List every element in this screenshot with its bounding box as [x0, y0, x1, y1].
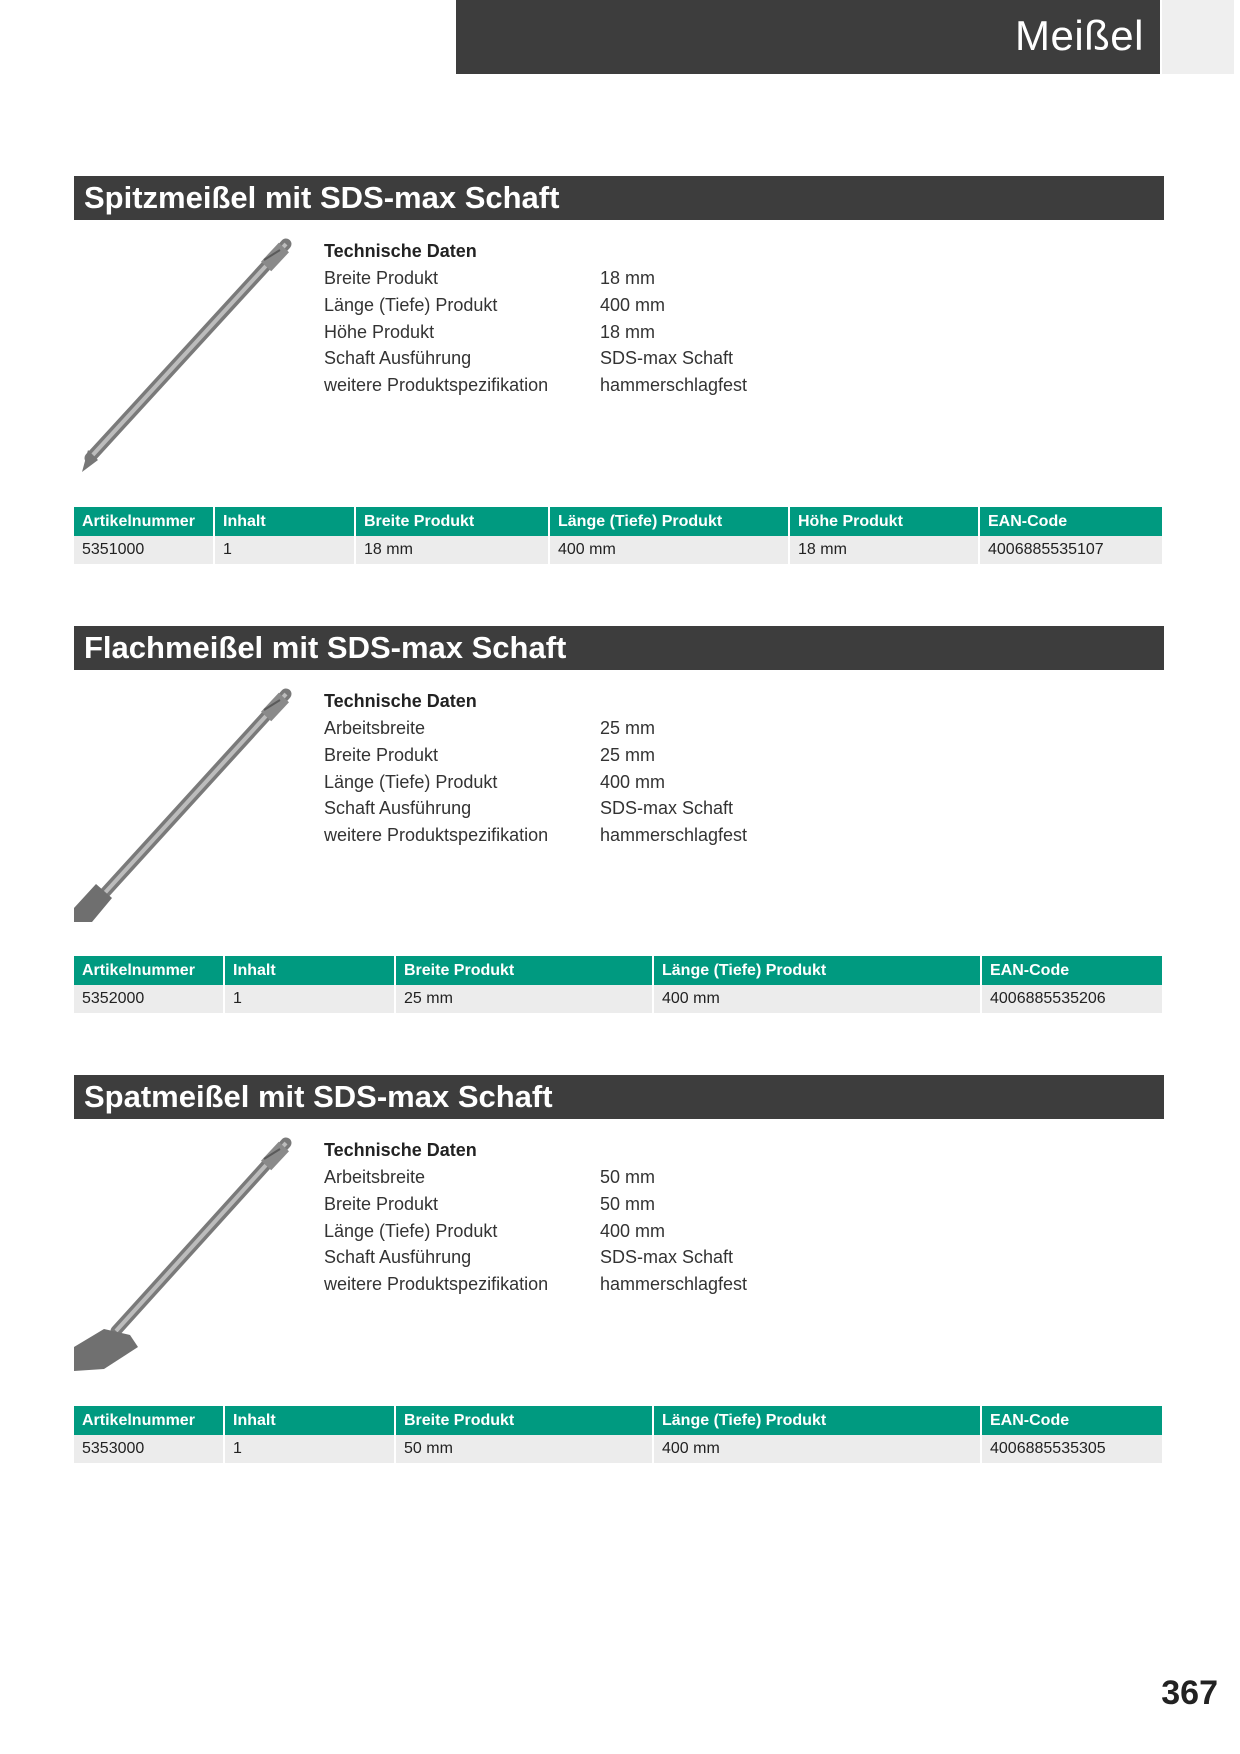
cell-artikelnummer: 5352000 [74, 985, 224, 1013]
spec-label: Breite Produkt [324, 744, 439, 765]
spec-label: Breite Produkt [324, 268, 439, 288]
table-header-row [74, 1406, 1162, 1435]
spec-row [324, 1271, 1024, 1298]
col-header: Artikelnummer [74, 1406, 224, 1435]
col-header: Artikelnummer [74, 507, 214, 536]
spec-list [324, 688, 1024, 849]
col-header: Breite Produkt [395, 956, 653, 985]
col-header: Inhalt [224, 956, 395, 985]
cell-ean: 4006885535206 [981, 985, 1162, 1013]
spec-list [324, 238, 1024, 399]
spec-value: SDS-max Schaft [600, 348, 734, 369]
spec-value: 18 mm [600, 268, 656, 288]
spec-value: hammerschlagfest [600, 1274, 748, 1295]
spec-row [324, 822, 1024, 849]
col-header: EAN-Code [981, 1406, 1162, 1435]
cell-inhalt: 1 [224, 985, 395, 1013]
product-section-pointed-chisel [74, 176, 1164, 576]
spec-label: weitere Produktspezifikation [324, 825, 549, 846]
table-row [74, 985, 1162, 1013]
page-number: 367 [1161, 1674, 1218, 1712]
table-row [74, 1435, 1162, 1463]
spec-label: Länge (Tiefe) Produkt [324, 294, 498, 315]
spec-heading: Technische Daten [324, 241, 477, 261]
product-section-flat-chisel [74, 626, 1164, 1026]
spec-heading: Technische Daten [324, 691, 477, 711]
category-header [456, 0, 1160, 74]
spec-value: 50 mm [600, 1167, 656, 1187]
product-table [74, 507, 1162, 564]
spec-label: Arbeitsbreite [324, 718, 426, 738]
spec-value: 400 mm [600, 1220, 666, 1241]
col-header: Breite Produkt [355, 507, 549, 536]
flat-chisel-icon [74, 686, 304, 926]
col-header: Länge (Tiefe) Produkt [653, 956, 981, 985]
spec-row [324, 1244, 1024, 1271]
cell-breite: 50 mm [395, 1435, 653, 1463]
category-tab [1162, 0, 1234, 74]
spec-list [324, 1137, 1024, 1298]
col-header: Breite Produkt [395, 1406, 653, 1435]
spec-row [324, 1191, 1024, 1218]
cell-ean: 4006885535107 [979, 536, 1162, 564]
spade-chisel-icon [74, 1135, 304, 1375]
spec-heading: Technische Daten [324, 1140, 477, 1160]
table-row [74, 536, 1162, 564]
spec-row [324, 292, 1024, 319]
spec-value: 400 mm [600, 294, 666, 315]
cell-inhalt: 1 [224, 1435, 395, 1463]
section-title: Spatmeißel mit SDS-max Schaft [74, 1075, 1164, 1119]
spec-label: Länge (Tiefe) Produkt [324, 1220, 498, 1241]
col-header: EAN-Code [981, 956, 1162, 985]
cell-hoehe: 18 mm [789, 536, 979, 564]
col-header: Länge (Tiefe) Produkt [549, 507, 789, 536]
spec-label: Höhe Produkt [324, 321, 435, 342]
category-title: Meißel [1014, 12, 1144, 59]
cell-artikelnummer: 5353000 [74, 1435, 224, 1463]
spec-label: Länge (Tiefe) Produkt [324, 771, 498, 792]
col-header: Inhalt [224, 1406, 395, 1435]
cell-laenge: 400 mm [653, 985, 981, 1013]
spec-value: SDS-max Schaft [600, 1247, 734, 1268]
spec-label: Breite Produkt [324, 1193, 439, 1214]
spec-row [324, 715, 1024, 742]
cell-breite: 18 mm [355, 536, 549, 564]
cell-breite: 25 mm [395, 985, 653, 1013]
cell-ean: 4006885535305 [981, 1435, 1162, 1463]
pointed-chisel-icon [74, 236, 304, 476]
cell-inhalt: 1 [214, 536, 355, 564]
spec-label: Schaft Ausführung [324, 798, 472, 819]
col-header: Länge (Tiefe) Produkt [653, 1406, 981, 1435]
spec-row [324, 1164, 1024, 1191]
col-header: EAN-Code [979, 507, 1162, 536]
product-table [74, 956, 1162, 1013]
section-title: Spitzmeißel mit SDS-max Schaft [74, 176, 1164, 220]
spec-value: 400 mm [600, 771, 666, 792]
spec-row [324, 1218, 1024, 1245]
spec-row [324, 795, 1024, 822]
cell-artikelnummer: 5351000 [74, 536, 214, 564]
spec-value: hammerschlagfest [600, 825, 748, 846]
section-title: Flachmeißel mit SDS-max Schaft [74, 626, 1164, 670]
product-table [74, 1406, 1162, 1463]
spec-label: Schaft Ausführung [324, 348, 472, 369]
spec-value: hammerschlagfest [600, 375, 748, 396]
spec-row [324, 345, 1024, 372]
spec-row [324, 372, 1024, 399]
spec-value: 50 mm [600, 1193, 656, 1214]
cell-laenge: 400 mm [549, 536, 789, 564]
spec-row [324, 742, 1024, 769]
col-header: Inhalt [214, 507, 355, 536]
spec-label: weitere Produktspezifikation [324, 1274, 549, 1295]
spec-row [324, 265, 1024, 292]
spec-value: 18 mm [600, 321, 656, 342]
spec-row [324, 319, 1024, 346]
table-header-row [74, 507, 1162, 536]
col-header: Artikelnummer [74, 956, 224, 985]
cell-laenge: 400 mm [653, 1435, 981, 1463]
col-header: Höhe Produkt [789, 507, 979, 536]
spec-value: 25 mm [600, 718, 656, 738]
product-section-spade-chisel [74, 1075, 1164, 1475]
spec-value: 25 mm [600, 744, 656, 765]
spec-value: SDS-max Schaft [600, 798, 734, 819]
spec-label: Schaft Ausführung [324, 1247, 472, 1268]
spec-label: weitere Produktspezifikation [324, 375, 549, 396]
table-header-row [74, 956, 1162, 985]
spec-row [324, 769, 1024, 796]
spec-label: Arbeitsbreite [324, 1167, 426, 1187]
